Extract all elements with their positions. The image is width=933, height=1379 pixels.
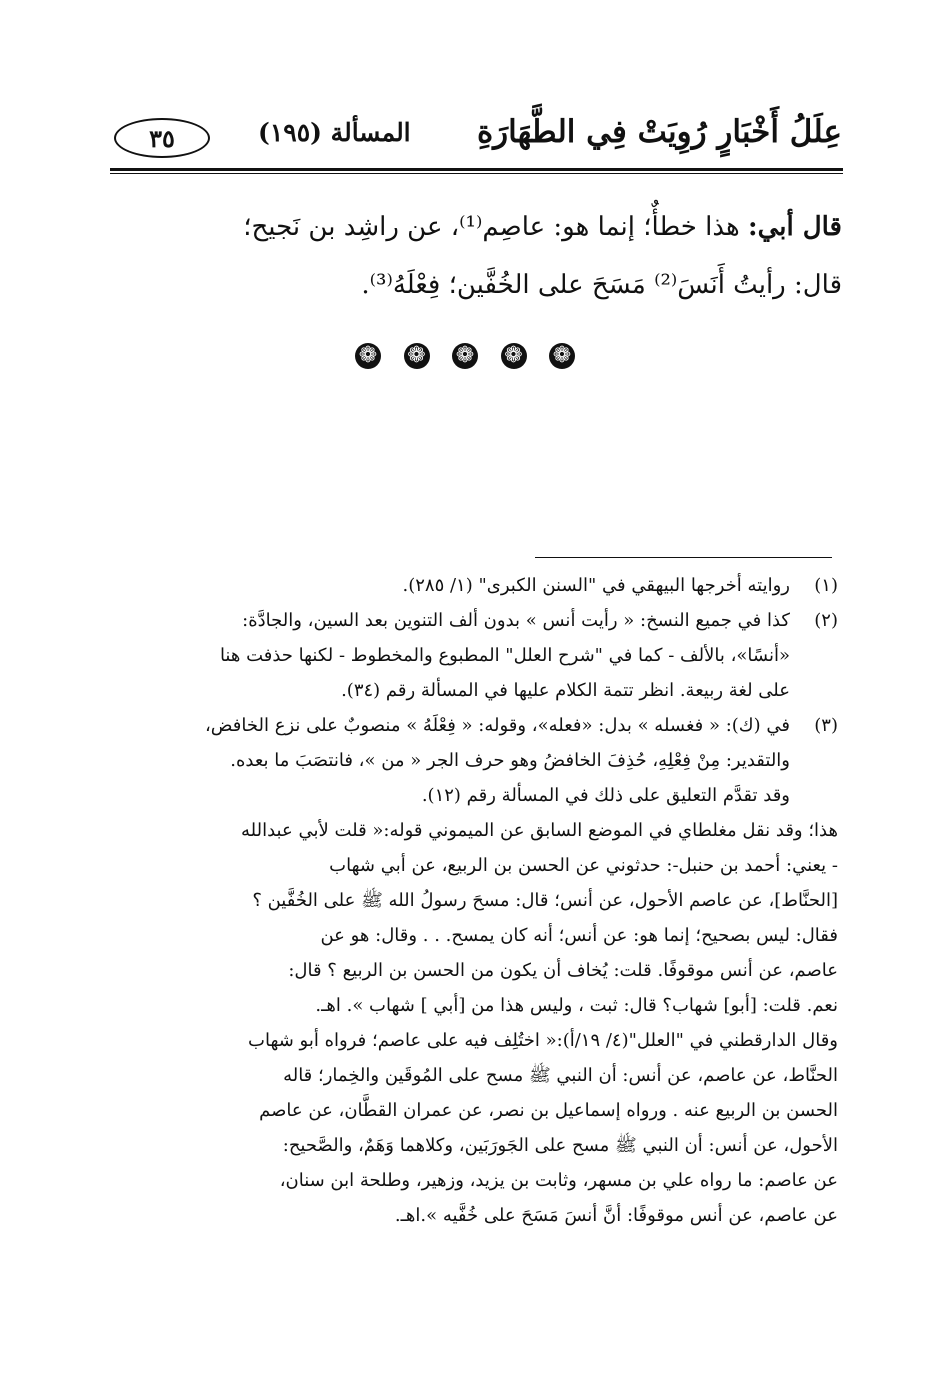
main-text — [110, 198, 842, 314]
continuation-line: [الحنَّاط]، عن عاصم الأحول، عن أنس؛ قال: مسحَ رسولُ الله ﷺ على الخُفَّين ؟ — [252, 890, 838, 911]
footnote-line: والتقدير: مِنْ فِعْلِهِ، حُذِفَ الخافضُ وهو حرف الجر « من »، فانتصَبَ ما بعده. — [230, 750, 790, 771]
issue-number-label: المسألة (١٩٥) — [258, 118, 411, 147]
main-text-line-1: هذا خطأٌ؛ إنما هو: عاصِم⁽¹⁾، عن راشِد بن نَجيح؛ — [243, 212, 740, 242]
continuation-line: عاصم، عن أنس موقوفًا. قلت: يُخاف أن يكون من الحسن بن الربيع ؟ قال: — [288, 960, 838, 981]
footnotes — [110, 568, 838, 1233]
footnote-separator — [535, 557, 832, 558]
header-rule-thin — [110, 173, 843, 174]
flower-ornament-icon: ❁ — [549, 343, 575, 369]
continuation-line: الأحول، عن أنس: أن النبي ﷺ مسح على الجَورَبَين، وكلاهما وَهَمٌ، والصَّحيح: — [282, 1135, 838, 1156]
section-ornament — [355, 343, 575, 369]
page-number: ٣٥ — [149, 123, 175, 153]
main-line-2: قال: رأيتُ أَنَسَ⁽²⁾ مَسَحَ على الخُفَّين؛ فِعْلَهُ⁽³⁾. — [361, 270, 842, 300]
continuation-line: الحسن بن الربيع عنه . ورواه إسماعيل بن نصر، عن عمران القطَّان، عن عاصم — [259, 1100, 838, 1121]
footnote-2 — [110, 603, 838, 708]
continuation-line: - يعني: أحمد بن حنبل-: حدثوني عن الحسن بن الربيع، عن أبي شهاب — [329, 855, 838, 876]
footnote-line: كذا في جميع النسخ: « رأيت أنس » بدون ألف التنوين بعد السين، والجادَّة: — [242, 610, 790, 631]
footnote-line: «أنسًا»، بالألف - كما في "شرح العلل" المطبوع والمخطوط - لكنها حذفت هنا — [219, 645, 790, 666]
continuation-line: فقال: ليس بصحيح؛ إنما هو: عن أنس؛ أنه كان يمسح. . . وقال: هو عن — [320, 925, 838, 946]
page-number-badge — [114, 118, 210, 158]
footnote-number: (١) — [814, 575, 838, 596]
footnote-number: (٣) — [814, 715, 838, 736]
flower-ornament-icon: ❁ — [452, 343, 478, 369]
footnote-line: على لغة ربيعة. انظر تتمة الكلام عليها في المسألة رقم (٣٤). — [341, 680, 790, 701]
continuation-line: الحنَّاط، عن عاصم، عن أنس: أن النبي ﷺ مسح على المُوقَين والخِمار؛ قاله — [283, 1065, 838, 1086]
continuation-line: عن عاصم، عن أنس موقوفًا: أنَّ أنسَ مَسَحَ على خُفَّيه ».اهـ. — [394, 1205, 838, 1226]
footnote-1 — [110, 568, 838, 603]
footnote-line: في (ك): « فغسله » بدل: «فعله»، وقوله: « فِعْلَهُ » منصوبٌ على نزع الخافض، — [204, 715, 790, 736]
main-line-1 — [110, 198, 842, 256]
continuation-line: عن عاصم: ما رواه علي بن مسهر، وثابت بن يزيد، وزهير، وطلحة ابن سنان، — [279, 1170, 838, 1191]
footnote-line: روايته أخرجها البيهقي في "السنن الكبرى" (١/ ٢٨٥). — [402, 575, 790, 596]
page-header — [110, 112, 842, 164]
flower-ornament-icon: ❁ — [404, 343, 430, 369]
continuation-line: نعم. قلت: [أبو] شهاب؟ قال: ثبت ، وليس هذا من [أبي ] شهاب ». اهـ. — [315, 995, 838, 1016]
flower-ornament-icon: ❁ — [501, 343, 527, 369]
footnote-number: (٢) — [814, 610, 838, 631]
speaker-label: قال أبي: — [747, 212, 842, 242]
footnote-3 — [110, 708, 838, 813]
continuation-line: وقال الدارقطني في "العلل"(٤/ ١٩/أ):« اختُلِف فيه على عاصم؛ فرواه أبو شهاب — [248, 1030, 838, 1051]
header-rule-thick — [110, 168, 843, 171]
footnote-3-continuation — [110, 813, 838, 1233]
book-title: عِلَلُ أَخْبَارٍ رُوِيَتْ فِي الطَّهَارَةِ — [476, 114, 842, 150]
flower-ornament-icon: ❁ — [355, 343, 381, 369]
footnote-line: وقد تقدَّم التعليق على ذلك في المسألة رقم (١٢). — [421, 785, 790, 806]
continuation-line: هذا؛ وقد نقل مغلطاي في الموضع السابق عن الميموني قوله:« قلت لأبي عبدالله — [241, 820, 838, 841]
